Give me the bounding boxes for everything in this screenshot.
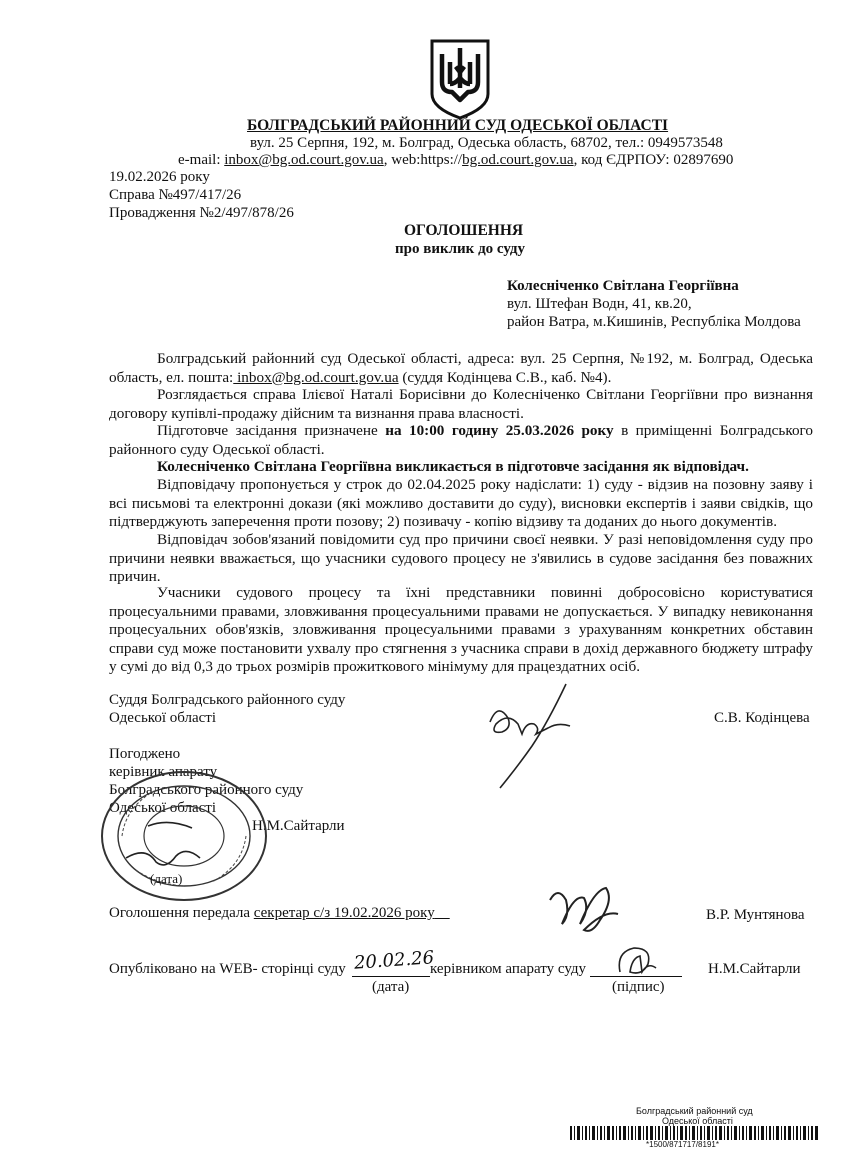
court-info-text: Болградський районний суд Одеської області, адреса: вул. 25 Серпня, №192, м. Болград, Одеська область, ел. пошта: — [109, 350, 813, 386]
barcode-label-line1: Болградський районний суд — [636, 1106, 753, 1116]
head-title-line1: керівник апарату — [109, 764, 218, 780]
published-by: керівником апарату суду — [430, 961, 587, 977]
hearing-time: на 10:00 годину 25.03.2026 року — [385, 422, 614, 439]
signature-caption: (підпис) — [612, 979, 665, 995]
published-date: 20.02.26 — [353, 947, 435, 974]
defendant-duties-text: Відповідачу пропонується у строк до 02.04.2025 року надіслати: 1) суду - відзив на позовну заяву і всі письмові та електронні докази (які можливо доставити до суду), висновки експертів і заяви свідків, що підтверджують заперечення проти позову; 2) позивачу - копію відзиву та доданих до нього документів. — [109, 476, 813, 530]
head-title-line3: Одеської області — [109, 800, 217, 816]
judge-title-line2: Одеської області — [109, 710, 217, 726]
court-info-email[interactable]: inbox@bg.od.court.gov.ua — [233, 368, 399, 386]
court-info-judge: (суддя Кодінцева С.В., каб. №4). — [398, 368, 612, 386]
hearing-place: в приміщенні Болградського районного суду Одеської області. — [109, 422, 813, 458]
secretary-name: В.Р. Мунтянова — [706, 907, 805, 923]
paragraph-summons — [109, 458, 813, 477]
head-title-line2: Болградського районного суду — [109, 782, 304, 798]
web-prefix: , web:https:// — [383, 152, 463, 168]
court-address: вул. 25 Серпня, 192, м. Болград, Одеська область, 68702, тел.: 0949573548 — [250, 135, 723, 151]
head-name: Н.М.Сайтарли — [252, 818, 345, 834]
proceeding-number: Провадження №2/497/878/26 — [109, 205, 294, 221]
paragraph-abuse — [109, 584, 813, 677]
court-email-link[interactable]: inbox@bg.od.court.gov.ua — [224, 152, 384, 168]
published-date-underline — [352, 976, 430, 977]
abuse-text: Учасники судового процесу та їхні представники повинні добросовісно користуватися процесуальними правами, зловживання процесуальними правами не допускається. У випадку невиконання процесуальних обов'язків, зловживання процесуальними правами з урахуванням конкретних обставин справи суд може постановити ухвалу про стягнення з учасника справи в дохід державного бюджету штрафу у сумі до від 0,3 до трьох розмірів прожиткового мінімуму для працездатних осіб. — [109, 584, 813, 675]
transferred-line — [109, 904, 450, 922]
barcode-code: *1500/871717/8191* — [646, 1140, 719, 1149]
transferred-label: Оголошення передала — [109, 905, 254, 921]
transferred-blank — [435, 905, 450, 921]
page-subtitle: про виклик до суду — [395, 241, 526, 257]
document-date: 19.02.2026 року — [109, 169, 210, 185]
published-label: Опубліковано на WEB- сторінці суду — [109, 961, 346, 977]
addressee-street: вул. Штефан Водн, 41, кв.20, — [507, 296, 692, 312]
secretary-signature-icon — [544, 880, 624, 940]
paragraph-court-info — [109, 350, 813, 387]
hearing-text: Підготовче засідання призначене — [157, 422, 386, 439]
paragraph-defendant-duties — [109, 476, 813, 532]
case-text: Розглядається справа Ілієвої Наталі Борисівни до Колесніченко Світлани Георгіївни про визнання договору купівлі-продажу дійсним та визнання права власності. — [109, 386, 813, 422]
transferred-secretary: секретар с/з 19.02.2026 року — [253, 905, 435, 921]
court-stamp-icon — [96, 766, 272, 906]
case-number: Справа №497/417/26 — [109, 187, 242, 203]
court-name: БОЛГРАДСЬКИЙ РАЙОННИЙ СУД ОДЕСЬКОЇ ОБЛАСТІ — [247, 117, 669, 134]
paragraph-hearing — [109, 422, 813, 459]
addressee-name: Колесніченко Світлана Георгіївна — [507, 278, 739, 294]
court-contacts — [178, 151, 733, 169]
date-caption: (дата) — [372, 979, 410, 995]
barcode-icon — [570, 1126, 820, 1140]
barcode-label-line2: Одеської області — [662, 1116, 733, 1126]
coat-of-arms-icon — [428, 38, 492, 120]
page-title: ОГОЛОШЕННЯ — [404, 222, 524, 239]
paragraph-absence — [109, 531, 813, 587]
stamp-date-label: (дата) — [150, 871, 183, 886]
published-name: Н.М.Сайтарли — [708, 961, 801, 977]
judge-signature-icon — [478, 682, 578, 792]
summons-text: Колесніченко Світлана Георгіївна викликається в підготовче засідання як відповідач. — [157, 458, 749, 475]
judge-name: С.В. Кодінцева — [714, 710, 810, 726]
court-web-link[interactable]: bg.od.court.gov.ua — [462, 152, 574, 168]
head-signature-icon — [612, 942, 662, 982]
absence-text: Відповідач зобов'язаний повідомити суд про причини своєї неявки. У разі неповідомлення суду про причини неявки вважається, що учасники судового процесу не з'явились в судове засідання без поважних причин. — [109, 531, 813, 585]
addressee-city: район Ватра, м.Кишинів, Республіка Молдова — [507, 314, 801, 330]
agreed-label: Погоджено — [109, 746, 181, 762]
paragraph-case — [109, 386, 813, 423]
email-prefix: e-mail: — [178, 152, 225, 168]
judge-title-line1: Суддя Болградського районного суду — [109, 692, 346, 708]
edrpou-code: , код ЄДРПОУ: 02897690 — [573, 152, 734, 168]
